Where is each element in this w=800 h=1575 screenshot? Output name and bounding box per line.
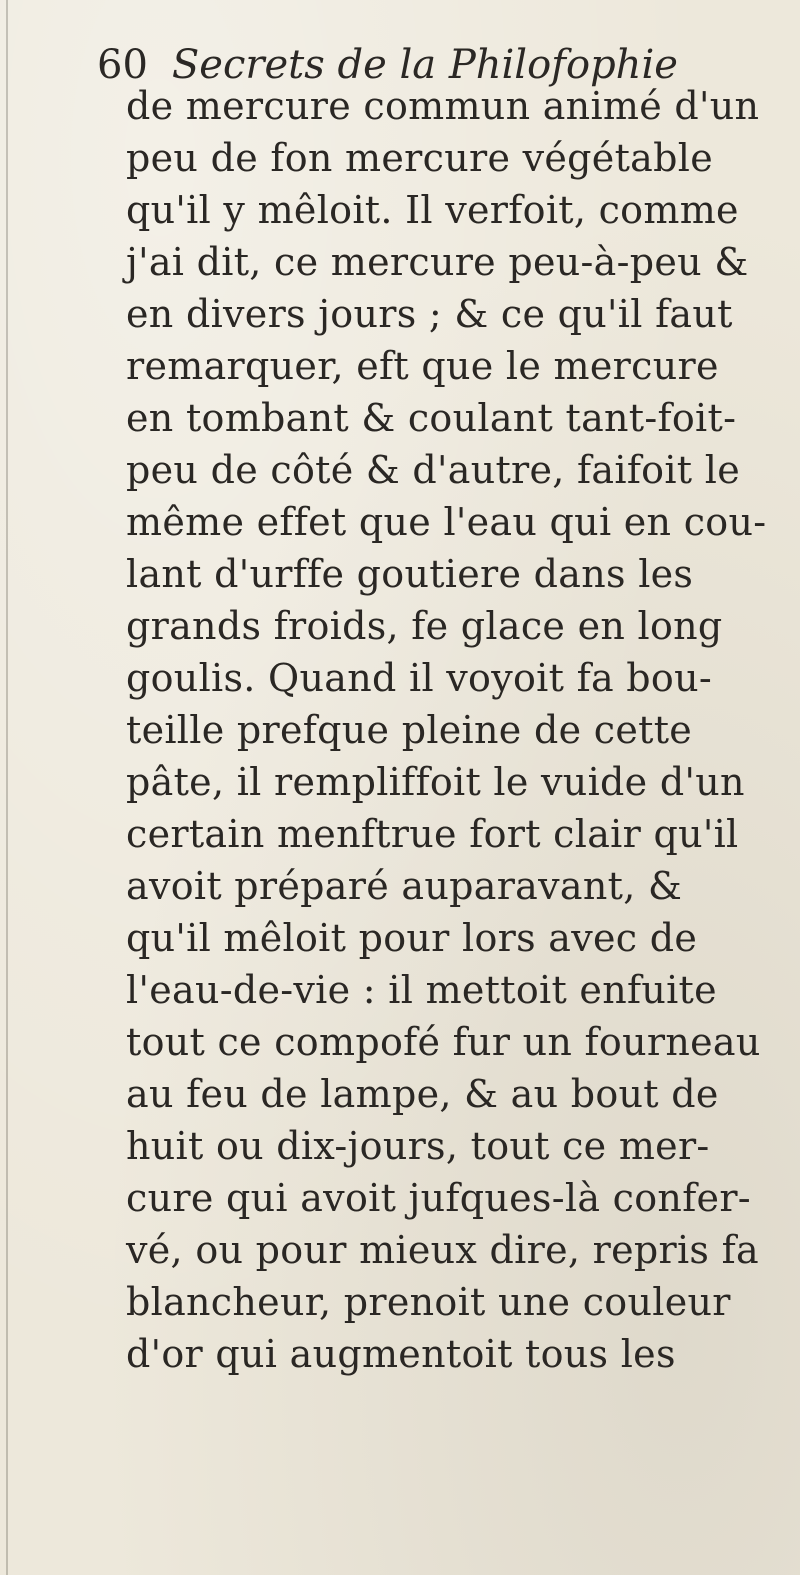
text-line: qu'il y mêloit. Il verfoit, comme [126, 188, 739, 232]
text-line: grands froids, fe glace en long [126, 604, 723, 648]
text-line: teille prefque pleine de cette [126, 708, 693, 752]
text-line: même effet que l'eau qui en cou- [126, 500, 767, 544]
text-line: goulis. Quand il voyoit fa bou- [126, 656, 712, 700]
text-line: remarquer, eft que le mercure [126, 344, 719, 388]
text-line: au feu de lampe, & au bout de [126, 1072, 719, 1116]
text-line: en tombant & coulant tant-foit- [126, 396, 737, 440]
page-number: 60 [97, 42, 148, 88]
running-head-title: Secrets de la Philofophie [171, 42, 678, 88]
text-line: j'ai dit, ce mercure peu-à-peu & [126, 240, 749, 284]
text-line: de mercure commun animé d'un [126, 84, 760, 128]
text-line: tout ce compofé fur un fourneau [126, 1020, 761, 1064]
text-line: lant d'urffe goutiere dans les [126, 552, 694, 596]
text-line: peu de fon mercure végétable [126, 136, 713, 180]
text-line: cure qui avoit jufques-là confer- [126, 1176, 751, 1220]
text-line: pâte, il rempliffoit le vuide d'un [126, 760, 745, 804]
text-line: blancheur, prenoit une couleur [126, 1280, 731, 1324]
text-line: l'eau-de-vie : il mettoit enfuite [126, 968, 717, 1012]
text-line: d'or qui augmentoit tous les [126, 1332, 676, 1376]
text-line: vé, ou pour mieux dire, repris fa [126, 1228, 759, 1272]
text-line: qu'il mêloit pour lors avec de [126, 916, 698, 960]
page-edge-shadow [6, 0, 8, 1575]
text-line: peu de côté & d'autre, faifoit le [126, 448, 741, 492]
text-line: certain menftrue fort clair qu'il [126, 812, 739, 856]
text-line: huit ou dix-jours, tout ce mer- [126, 1124, 710, 1168]
text-line: en divers jours ; & ce qu'il faut [126, 292, 733, 336]
text-line: avoit préparé auparavant, & [126, 864, 683, 908]
